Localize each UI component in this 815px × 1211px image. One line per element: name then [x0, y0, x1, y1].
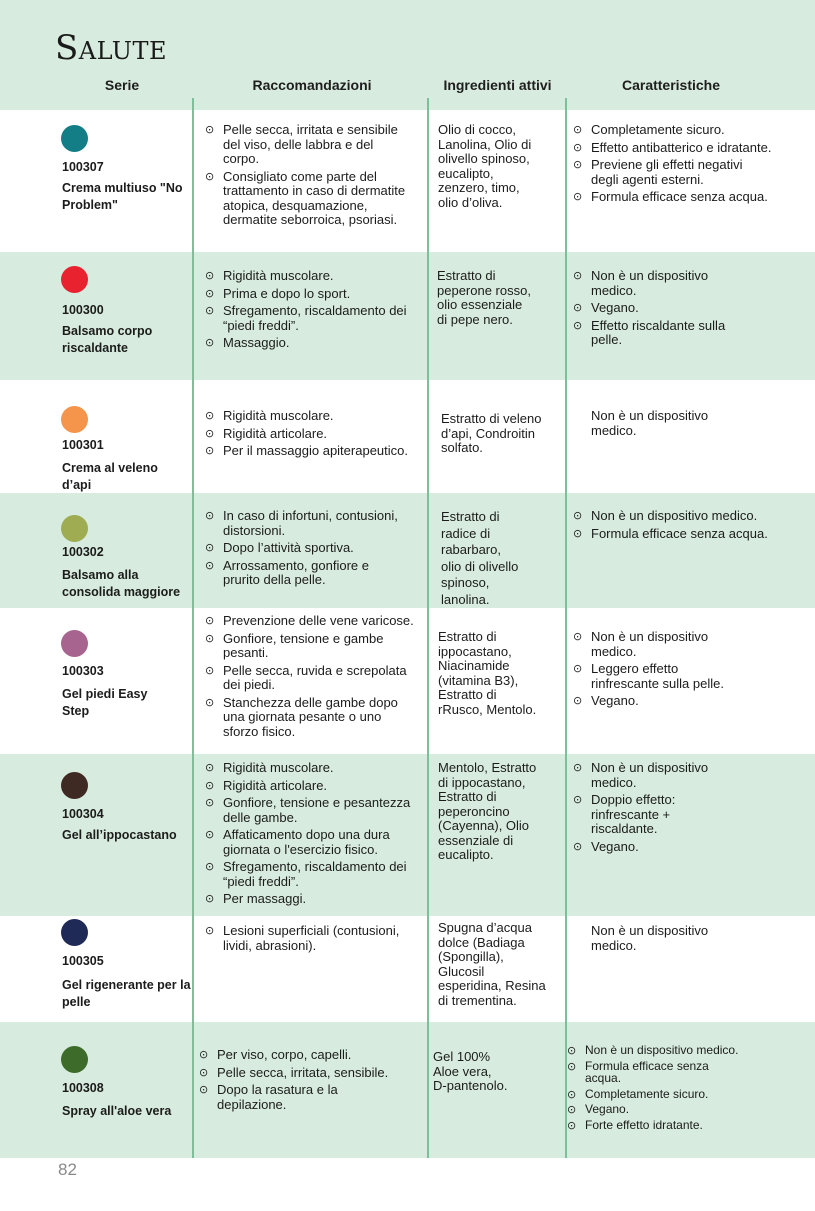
active-ingredients: Estratto di radice di rabarbaro, olio di olivello spinoso, lanolina. — [441, 509, 519, 607]
list-item: ⊙ Gonfiore, tensione e gambe pesanti. — [205, 632, 420, 661]
list-item: ⊙ Pelle secca, irritata e sensibile del viso, delle labbra e del corpo. — [205, 123, 410, 167]
list-item: ⊙ Completamente sicuro. — [567, 1088, 742, 1101]
list-item: ⊙ Vegano. — [573, 840, 738, 855]
list-item: ⊙ Rigidità muscolare. — [205, 269, 417, 284]
product-name: Gel all’ippocastano — [62, 828, 177, 842]
product-color-dot — [61, 406, 88, 433]
page-title: Salute — [55, 28, 168, 68]
product-color-dot — [61, 125, 88, 152]
product-name: Balsamo alla consolida maggiore — [62, 568, 181, 599]
list-item: ⊙ Vegano. — [573, 301, 748, 316]
product-code: 100305 — [62, 954, 104, 968]
list-item: ⊙ Non è un dispositivo medico. — [573, 630, 738, 659]
features-list — [573, 761, 738, 857]
product-name: Balsamo corpo riscaldante — [62, 324, 153, 355]
active-ingredients: Olio di cocco, Lanolina, Olio di olivello spinoso, eucalipto, zenzero, timo, olio d’oliva. — [438, 122, 532, 210]
list-item: ⊙ Dopo la rasatura e la depilazione. — [199, 1083, 394, 1112]
column-header-caratteristiche: Caratteristiche — [621, 77, 721, 93]
product-code: 100304 — [62, 807, 104, 821]
active-ingredients: Estratto di ippocastano, Niacinamide (vitamina B3), Estratto di rRusco, Mentolo. — [438, 629, 537, 717]
list-item: ⊙ Sfregamento, riscaldamento dei “piedi freddi”. — [205, 304, 417, 333]
column-divider — [192, 98, 194, 1158]
list-item: ⊙ Formula efficace senza acqua. — [573, 527, 778, 542]
feature-text: Non è un dispositivo medico. — [591, 408, 709, 438]
list-item: ⊙ Non è un dispositivo medico. — [573, 761, 738, 790]
column-divider — [565, 98, 567, 1158]
list-item: ⊙ Massaggio. — [205, 336, 417, 351]
list-item: ⊙ Effetto antibatterico e idratante. — [573, 141, 773, 156]
recommendations-list — [205, 761, 423, 910]
list-item: ⊙ Prevenzione delle vene varicose. — [205, 614, 420, 629]
list-item: ⊙ Lesioni superficiali (contusioni, lividi, abrasioni). — [205, 924, 420, 953]
product-code: 100303 — [62, 664, 104, 678]
list-item: ⊙ Completamente sicuro. — [573, 123, 773, 138]
recommendations-list — [205, 614, 420, 742]
list-item: ⊙ Vegano. — [573, 694, 738, 709]
list-item: ⊙ Rigidità muscolare. — [205, 761, 423, 776]
list-item: ⊙ Doppio effetto: rinfrescante + riscaldante. — [573, 793, 738, 837]
list-item: ⊙ In caso di infortuni, contusioni, distorsioni. — [205, 509, 405, 538]
product-name: Gel piedi Easy Step — [62, 687, 148, 718]
recommendations-list — [205, 269, 417, 354]
list-item: ⊙ Vegano. — [567, 1103, 742, 1116]
list-item: ⊙ Per massaggi. — [205, 892, 423, 907]
list-item: ⊙ Affaticamento dopo una dura giornata o l'esercizio fisico. — [205, 828, 423, 857]
active-ingredients: Gel 100% Aloe vera, D-pantenolo. — [433, 1049, 508, 1093]
list-item: ⊙ Effetto riscaldante sulla pelle. — [573, 319, 748, 348]
features-list — [573, 269, 748, 351]
page-footer — [0, 1158, 815, 1211]
list-item: ⊙ Leggero effetto rinfrescante sulla pelle. — [573, 662, 738, 691]
active-ingredients: Estratto di peperone rosso, olio essenziale di pepe nero. — [437, 268, 531, 327]
feature-text: Non è un dispositivo medico. — [591, 923, 709, 953]
product-name: Crema al veleno d’api — [62, 461, 158, 492]
list-item: ⊙ Formula efficace senza acqua. — [567, 1060, 742, 1085]
list-item: ⊙ Non è un dispositivo medico. — [567, 1044, 742, 1057]
list-item: ⊙ Per il massaggio apiterapeutico. — [205, 444, 410, 459]
product-code: 100302 — [62, 545, 104, 559]
recommendations-list — [205, 123, 410, 231]
list-item: ⊙ Stanchezza delle gambe dopo una giornata pesante o uno sforzo fisico. — [205, 696, 420, 740]
list-item: ⊙ Pelle secca, irritata, sensibile. — [199, 1066, 394, 1081]
column-header-ingredienti: Ingredienti attivi — [443, 77, 552, 93]
active-ingredients: Estratto di veleno d’api, Condroitin solfato. — [441, 411, 542, 455]
recommendations-list — [199, 1048, 394, 1115]
page-number: 82 — [58, 1160, 77, 1179]
product-color-dot — [61, 1046, 88, 1073]
features-list — [573, 509, 778, 544]
active-ingredients: Mentolo, Estratto di ippocastano, Estratto di peperoncino (Cayenna), Olio essenziale di eucalipto. — [438, 760, 537, 862]
product-color-dot — [61, 266, 88, 293]
product-name: Gel rigenerante per la pelle — [62, 978, 191, 1009]
recommendations-list — [205, 924, 420, 956]
list-item: ⊙ Forte effetto idratante. — [567, 1119, 742, 1132]
column-header-raccomandazioni: Raccomandazioni — [252, 77, 372, 93]
list-item: ⊙ Non è un dispositivo medico. — [573, 509, 778, 524]
list-item: ⊙ Previene gli effetti negativi degli agenti esterni. — [573, 158, 773, 187]
list-item: ⊙ Formula efficace senza acqua. — [573, 190, 773, 205]
list-item: ⊙ Consigliato come parte del trattamento in caso di dermatite atopica, desquamazione, dermatite seborroica, psoriasi. — [205, 170, 410, 228]
column-header-serie: Serie — [104, 77, 140, 93]
features-list — [573, 123, 773, 208]
list-item: ⊙ Rigidità muscolare. — [205, 409, 410, 424]
active-ingredients: Spugna d’acqua dolce (Badiaga (Spongilla), Glucosil esperidina, Resina di trementina. — [438, 920, 546, 1008]
product-code: 100307 — [62, 160, 104, 174]
list-item: ⊙ Rigidità articolare. — [205, 427, 410, 442]
product-code: 100300 — [62, 303, 104, 317]
product-code: 100301 — [62, 438, 104, 452]
list-item: ⊙ Per viso, corpo, capelli. — [199, 1048, 394, 1063]
list-item: ⊙ Non è un dispositivo medico. — [573, 269, 748, 298]
column-divider — [427, 98, 429, 1158]
list-item: ⊙ Pelle secca, ruvida e screpolata dei piedi. — [205, 664, 420, 693]
recommendations-list — [205, 509, 405, 591]
product-code: 100308 — [62, 1081, 104, 1095]
product-color-dot — [61, 630, 88, 657]
product-name: Spray all'aloe vera — [62, 1104, 172, 1118]
product-color-dot — [61, 515, 88, 542]
features-list — [573, 630, 738, 712]
list-item: ⊙ Sfregamento, riscaldamento dei “piedi freddi”. — [205, 860, 423, 889]
product-name: Crema multiuso "No Problem" — [62, 181, 183, 212]
features-list — [567, 1044, 742, 1134]
product-color-dot — [61, 919, 88, 946]
list-item: ⊙ Rigidità articolare. — [205, 779, 423, 794]
list-item: ⊙ Gonfiore, tensione e pesantezza delle gambe. — [205, 796, 423, 825]
list-item: ⊙ Prima e dopo lo sport. — [205, 287, 417, 302]
list-item: ⊙ Arrossamento, gonfiore e prurito della pelle. — [205, 559, 405, 588]
recommendations-list — [205, 409, 410, 462]
list-item: ⊙ Dopo l’attività sportiva. — [205, 541, 405, 556]
product-color-dot — [61, 772, 88, 799]
